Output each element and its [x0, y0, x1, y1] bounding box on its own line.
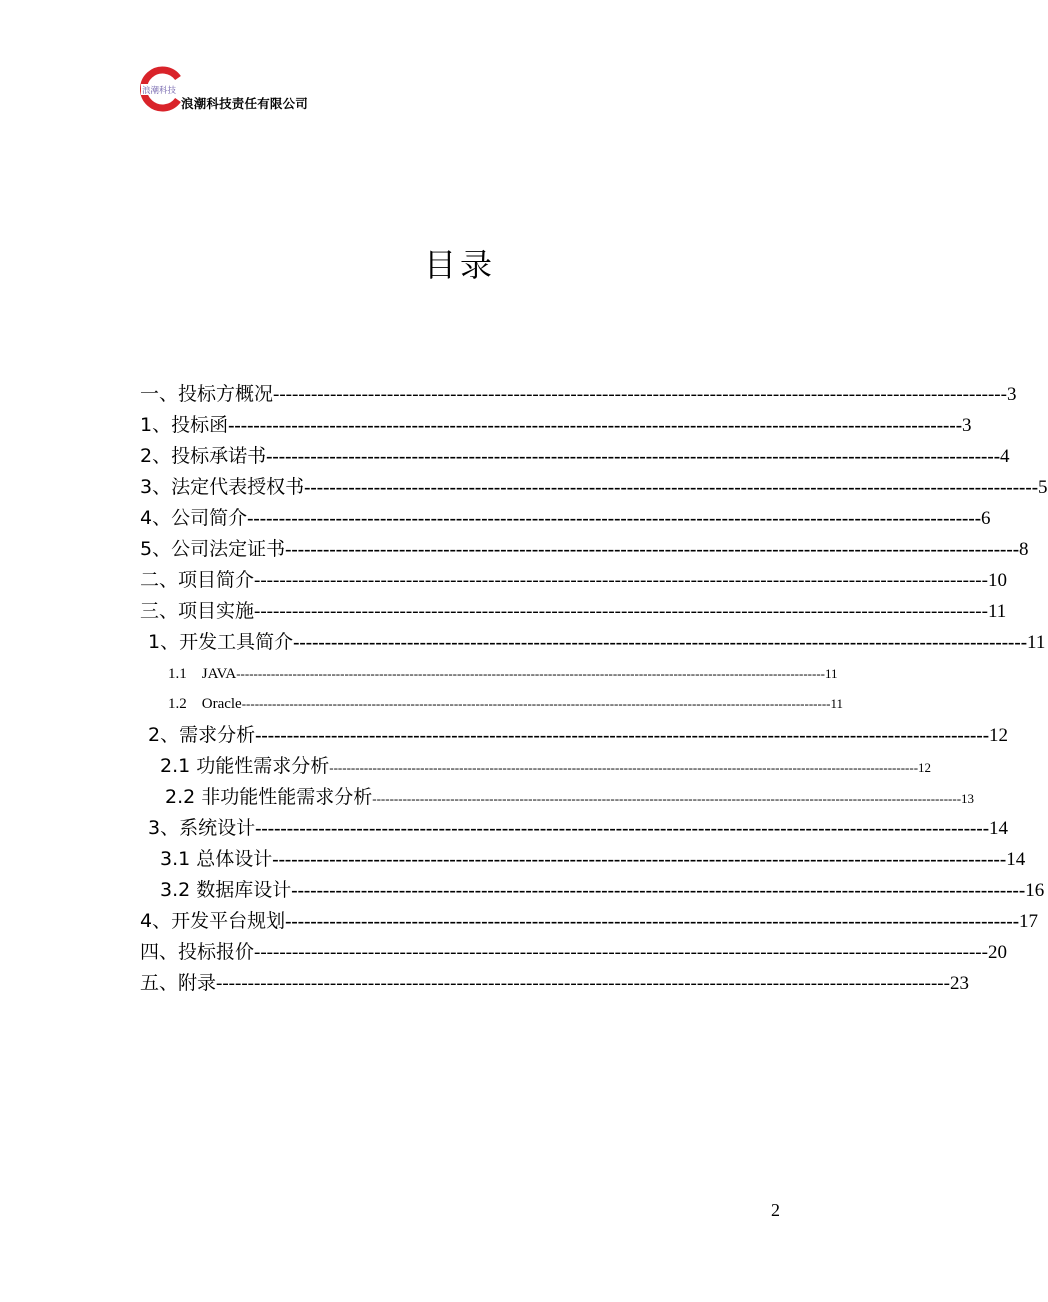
toc-entry-page: 5: [1038, 477, 1048, 498]
page-number: 2: [771, 1200, 780, 1220]
toc-entry-label: 四、投标报价: [140, 941, 255, 963]
toc-entry[interactable]: 5、公司法定证书 -------------------------------------------------------------------------------------------------------------------- 8: [140, 536, 716, 563]
toc-entry[interactable]: 2、需求分析 -------------------------------------------------------------------------------------------------------------------- 12: [148, 722, 732, 749]
toc-entry-page: 11: [1027, 632, 1046, 653]
toc-entry-label: 2.1 功能性需求分析: [160, 755, 330, 777]
toc-entry-label: 1、投标函: [140, 414, 229, 436]
toc-entry-page: 14: [989, 818, 1009, 839]
toc-entry-label: 3.2 数据库设计: [160, 879, 292, 901]
toc-entry-label: 2.2 非功能性能需求分析: [165, 786, 373, 808]
toc-entry-page: 4: [1000, 446, 1010, 467]
toc-entry-page: 12: [918, 760, 932, 775]
svg-text:浪潮科技: 浪潮科技: [141, 86, 177, 96]
toc-entry-label: 三、项目实施: [140, 600, 255, 622]
toc-entry[interactable]: 1、投标函 -------------------------------------------------------------------------------------------------------------------- 3: [140, 412, 716, 439]
toc-entry[interactable]: 五、附录 -------------------------------------------------------------------------------------------------------------------- 23: [140, 970, 776, 997]
toc-entry-page: 11: [830, 696, 844, 711]
toc-entry-page: 3: [1006, 384, 1017, 405]
toc-entry-label: 1、开发工具简介: [148, 631, 294, 653]
toc-entry[interactable]: 2、投标承诺书 -------------------------------------------------------------------------------------------------------------------- 4: [140, 443, 716, 470]
toc-entry[interactable]: 4、公司简介 -------------------------------------------------------------------------------------------------------------------- 6: [140, 505, 716, 532]
toc-entry-label: 3、系统设计: [148, 817, 256, 839]
toc-entry[interactable]: 1.1 JAVA ---------------------------------------------------------------------------------------------------------------------------------------- 11: [168, 661, 730, 687]
toc-entry-label: 3.1 总体设计: [160, 848, 273, 870]
toc-entry[interactable]: 2.1 功能性需求分析 ---------------------------------------------------------------------------------------------------------------------------------------- 12: [160, 753, 722, 781]
toc-entry-label: 4、公司简介: [140, 507, 248, 529]
toc-entry-page: 11: [987, 601, 1007, 622]
toc-entry-page: 20: [987, 942, 1007, 963]
toc-entry[interactable]: 3.2 数据库设计 -------------------------------------------------------------------------------------------------------------------- 16: [160, 877, 728, 904]
toc-entry-page: 23: [949, 973, 969, 994]
toc-entry[interactable]: 三、项目实施 -------------------------------------------------------------------------------------------------------------------- 11: [140, 598, 768, 625]
toc-entry[interactable]: 1、开发工具简介 -------------------------------------------------------------------------------------------------------------------- 11: [148, 629, 732, 656]
toc-entry-page: 14: [1006, 849, 1026, 870]
toc-entry-page: 17: [1019, 911, 1039, 932]
toc-entry[interactable]: 一、投标方概况 -------------------------------------------------------------------------------------------------------------------- 3: [140, 381, 764, 408]
toc-entry-page: 3: [962, 415, 972, 436]
toc-entry-label: 4、开发平台规划: [140, 910, 286, 932]
toc-entry-label: 二、项目简介: [140, 569, 255, 591]
toc-entry[interactable]: 3.1 总体设计 -------------------------------------------------------------------------------------------------------------------- 14: [160, 846, 728, 873]
toc-entry[interactable]: 3、法定代表授权书 -------------------------------------------------------------------------------------------------------------------- 5: [140, 474, 716, 501]
toc-entry-label: 1.1 JAVA: [168, 666, 237, 682]
toc-entry-page: 16: [1025, 880, 1045, 901]
toc-entry-label: 2、投标承诺书: [140, 445, 267, 467]
toc-entry-label: 5、公司法定证书: [140, 538, 286, 560]
toc-entry[interactable]: 3、系统设计 -------------------------------------------------------------------------------------------------------------------- 14: [148, 815, 732, 842]
page-title: 目录: [423, 246, 496, 284]
toc-entry-page: 11: [824, 666, 838, 681]
toc-entry[interactable]: 1.2 Oracle ---------------------------------------------------------------------------------------------------------------------------------------- 11: [168, 691, 730, 717]
toc-entry-page: 13: [961, 791, 975, 806]
toc-entry[interactable]: 四、投标报价 -------------------------------------------------------------------------------------------------------------------- 20: [140, 939, 776, 966]
toc-entry[interactable]: 二、项目简介 -------------------------------------------------------------------------------------------------------------------- 10: [140, 567, 768, 594]
toc-entry-label: 一、投标方概况: [140, 383, 274, 405]
toc-entry-label: 2、需求分析: [148, 724, 256, 746]
toc-entry-label: 1.2 Oracle: [168, 696, 242, 712]
toc-entry-label: 五、附录: [140, 972, 217, 994]
toc-entry-page: 12: [989, 725, 1009, 746]
company-name: 浪潮科技责任有限公司: [181, 96, 309, 111]
toc-entry-label: 3、法定代表授权书: [140, 476, 305, 498]
toc-entry[interactable]: 2.2 非功能性能需求分析 ---------------------------------------------------------------------------------------------------------------------------------------- 13: [165, 784, 730, 812]
toc-entry-page: 8: [1019, 539, 1029, 560]
toc-entry[interactable]: 4、开发平台规划 -------------------------------------------------------------------------------------------------------------------- 17: [140, 908, 728, 935]
toc-entry-page: 6: [981, 508, 991, 529]
toc-entry-page: 10: [987, 570, 1007, 591]
